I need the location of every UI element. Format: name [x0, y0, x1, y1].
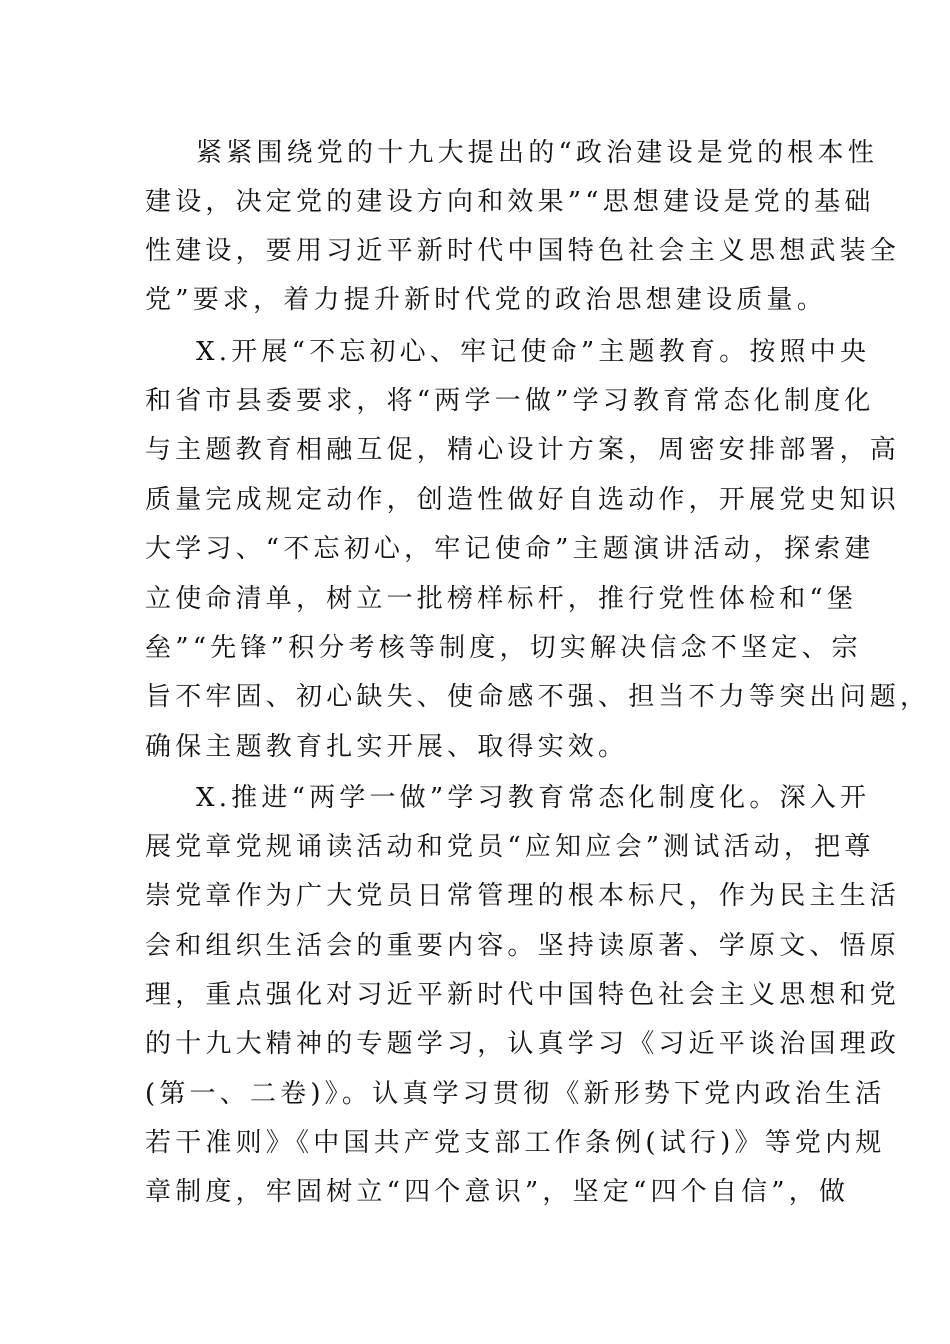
text-line: 垒”“先锋”积分考核等制度，切实解决信念不坚定、宗	[145, 633, 862, 663]
text-line: (第一、二卷)》。认真学习贯彻《新形势下党内政治生活	[145, 1079, 886, 1109]
text-line: 确保主题教育扎实开展、取得实效。	[145, 732, 629, 762]
text-line: 建设，决定党的建设方向和效果”“思想建设是党的基础	[145, 187, 875, 217]
text-line: X.推进“两学一做”学习教育常态化制度化。深入开	[196, 783, 871, 813]
text-line: 性建设，要用习近平新时代中国特色社会主义思想武装全	[145, 236, 901, 266]
text-line: 崇党章作为广大党员日常管理的根本标尺，作为民主生活	[145, 881, 901, 911]
text-line: 章制度，牢固树立“四个意识”，坚定“四个自信”，做	[145, 1177, 850, 1207]
text-line: 立使命清单，树立一批榜样标杆，推行党性体检和“堡	[145, 584, 858, 614]
text-line: 的十九大精神的专题学习，认真学习《习近平谈治国理政	[145, 1029, 901, 1059]
text-line: 旨不牢固、初心缺失、使命感不强、担当不力等突出问题，	[145, 682, 931, 712]
text-line: 若干准则》《中国共产党支部工作条例(试行)》等党内规	[145, 1128, 886, 1158]
text-line: 大学习、“不忘初心，牢记使命”主题演讲活动，探索建	[145, 534, 875, 564]
text-line: 展党章党规诵读活动和党员“应知应会”测试活动，把尊	[145, 832, 875, 862]
text-line: 紧紧围绕党的十九大提出的“政治建设是党的根本性	[196, 138, 878, 168]
text-line: 理，重点强化对习近平新时代中国特色社会主义思想和党	[145, 980, 901, 1010]
text-line: 党”要求，着力提升新时代党的政治思想建设质量。	[145, 285, 827, 315]
text-line: 与主题教育相融互促，精心设计方案，周密安排部署，高	[145, 435, 901, 465]
text-line: 质量完成规定动作，创造性做好自选动作，开展党史知识	[145, 485, 901, 515]
text-line: X.开展“不忘初心、牢记使命”主题教育。按照中央	[196, 337, 871, 367]
text-line: 会和组织生活会的重要内容。坚持读原著、学原文、悟原	[145, 931, 901, 961]
text-line: 和省市县委要求，将“两学一做”学习教育常态化制度化	[145, 386, 875, 416]
